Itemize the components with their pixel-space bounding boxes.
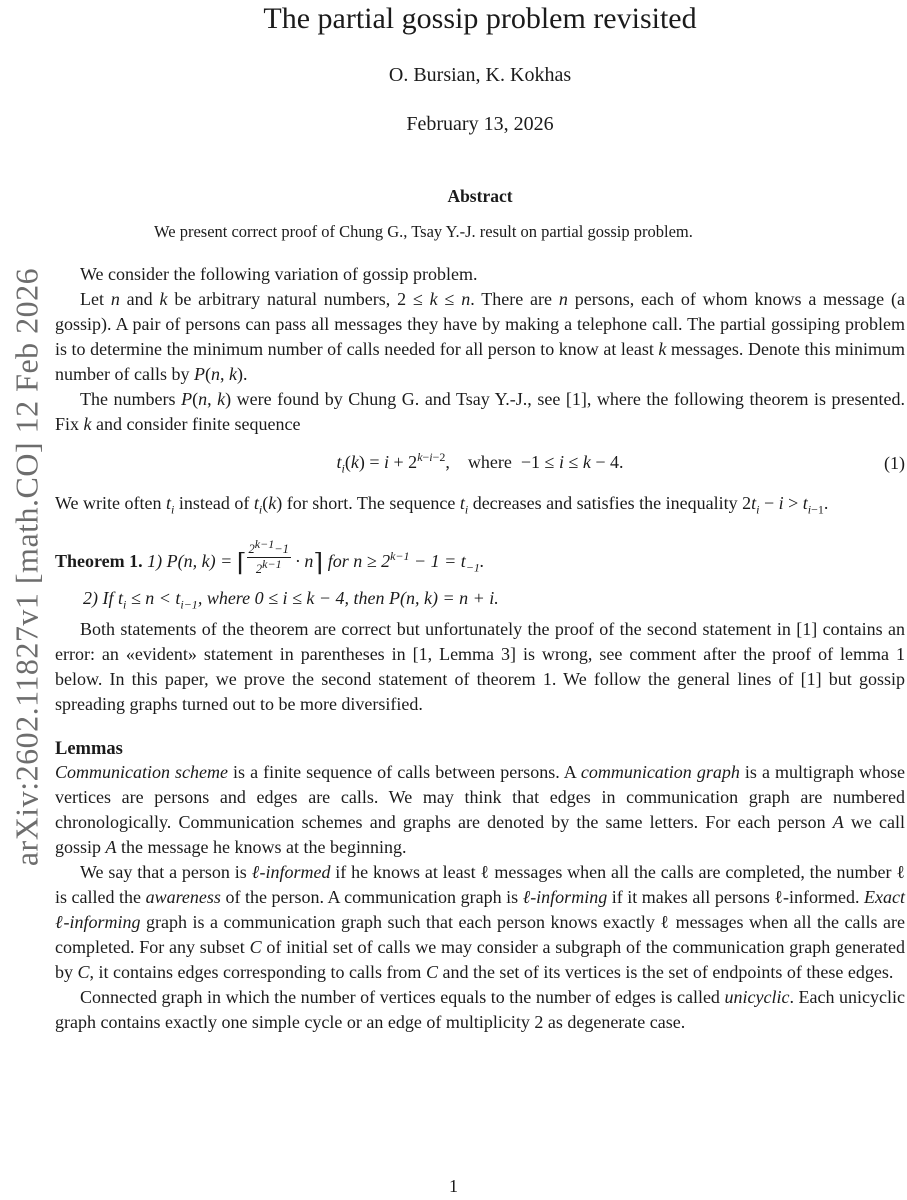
equation-body: $t_i(k) = i + 2^{k-i-2}$, where −1 ≤ i ≤ k − 4.	[336, 450, 624, 476]
paragraph-intro: We consider the following variation of gossip problem.	[80, 264, 478, 284]
paragraph-unicyclic: Connected graph in which the number of vertices equals to the number of edges is called unicyclic. Each unicyclic graph contains exactly one simple cycle or an edge of multiplicity 2 as degenerate case.	[55, 987, 905, 1033]
paragraph-chung-tsay: The numbers P(n, k) were found by Chung G. and Tsay Y.-J., see [1], where the following theorem is presented. Fix k and consider finite sequence	[55, 389, 906, 434]
page-number: 1	[449, 1176, 458, 1196]
theorem-1	[55, 538, 905, 617]
paper-title: The partial gossip problem revisited	[263, 2, 697, 35]
paragraph-communication-scheme: Communication scheme is a finite sequence of calls between persons. A communication graph is a multigraph whose vertices are persons and edges are calls. We may think that edges in communication graph are numbered chronologically. Communication schemes and graphs are denoted by the same letters. For each person A we call gossip A the message he knows at the beginning.	[55, 762, 905, 858]
arxiv-stamp: arXiv:2602.11827v1 [math.CO] 12 Feb 2026	[8, 267, 45, 867]
introduction-block	[55, 262, 905, 437]
paragraph-informed-definitions: We say that a person is ℓ-informed if he knows at least ℓ messages when all the calls are completed, the number ℓ is called the awareness of the person. A communication graph is ℓ-informing if it makes all persons ℓ-informed. Exact ℓ-informing graph is a communication graph such that each person knows exactly ℓ messages when all the calls are completed. For any subset C of initial set of calls we may consider a subgraph of the communication graph generated by C, it contains edges corresponding to calls from C and the set of its vertices is the set of endpoints of these edges.	[55, 862, 906, 983]
paragraph-problem-definition: Let n and k be arbitrary natural numbers, 2 ≤ k ≤ n. There are n persons, each of whom knows a message (a gossip). A pair of persons can pass all messages they have by making a telephone call. The partial gossiping problem is to determine the minimum number of calls needed for all person to know at least k messages. Denote this minimum number of calls by P(n, k).	[55, 289, 905, 384]
abstract-heading: Abstract	[447, 186, 513, 206]
abstract-text: We present correct proof of Chung G., Tsay Y.-J. result on partial gossip problem.	[154, 222, 693, 241]
paper-date: February 13, 2026	[406, 113, 554, 135]
theorem-head: Theorem 1.	[55, 551, 143, 572]
equation-number: (1)	[884, 452, 905, 473]
paragraph-error-discussion: Both statements of the theorem are correct but unfortunately the proof of the second statement in [1] contains an error: an «evident» statement in parentheses in [1, Lemma 3] is wrong, see comment after the proof of lemma 1 below. In this paper, we prove the second statement of theorem 1. We follow the general lines of [1] but gossip spreading graphs turned out to be more diversified.	[55, 619, 905, 715]
equation-1	[55, 450, 905, 477]
paper-content	[55, 0, 905, 1035]
theorem-part1: 1) P(n, k) = ⌈ $\frac{2^{k-1}-1}{2^{k-1}}$ · n⌉ for $n \ge 2^{k-1} - 1 = t_{-1}$.	[147, 537, 485, 577]
paragraph-sequence-note: We write often $t_i$ instead of $t_i(k)$ for short. The sequence $t_i$ decreases and satisfies the inequality $2t_i - i > t_{i-1}$.	[55, 492, 829, 517]
paper-authors: O. Bursian, K. Kokhas	[388, 64, 572, 86]
theorem-statement-2: 2) If $t_i \le n < t_{i-1}$, where 0 ≤ i ≤ k − 4, then P(n, k) = n + i.	[83, 587, 499, 612]
theorem-statement-1	[55, 538, 905, 586]
section-heading-lemmas: Lemmas	[55, 739, 123, 760]
